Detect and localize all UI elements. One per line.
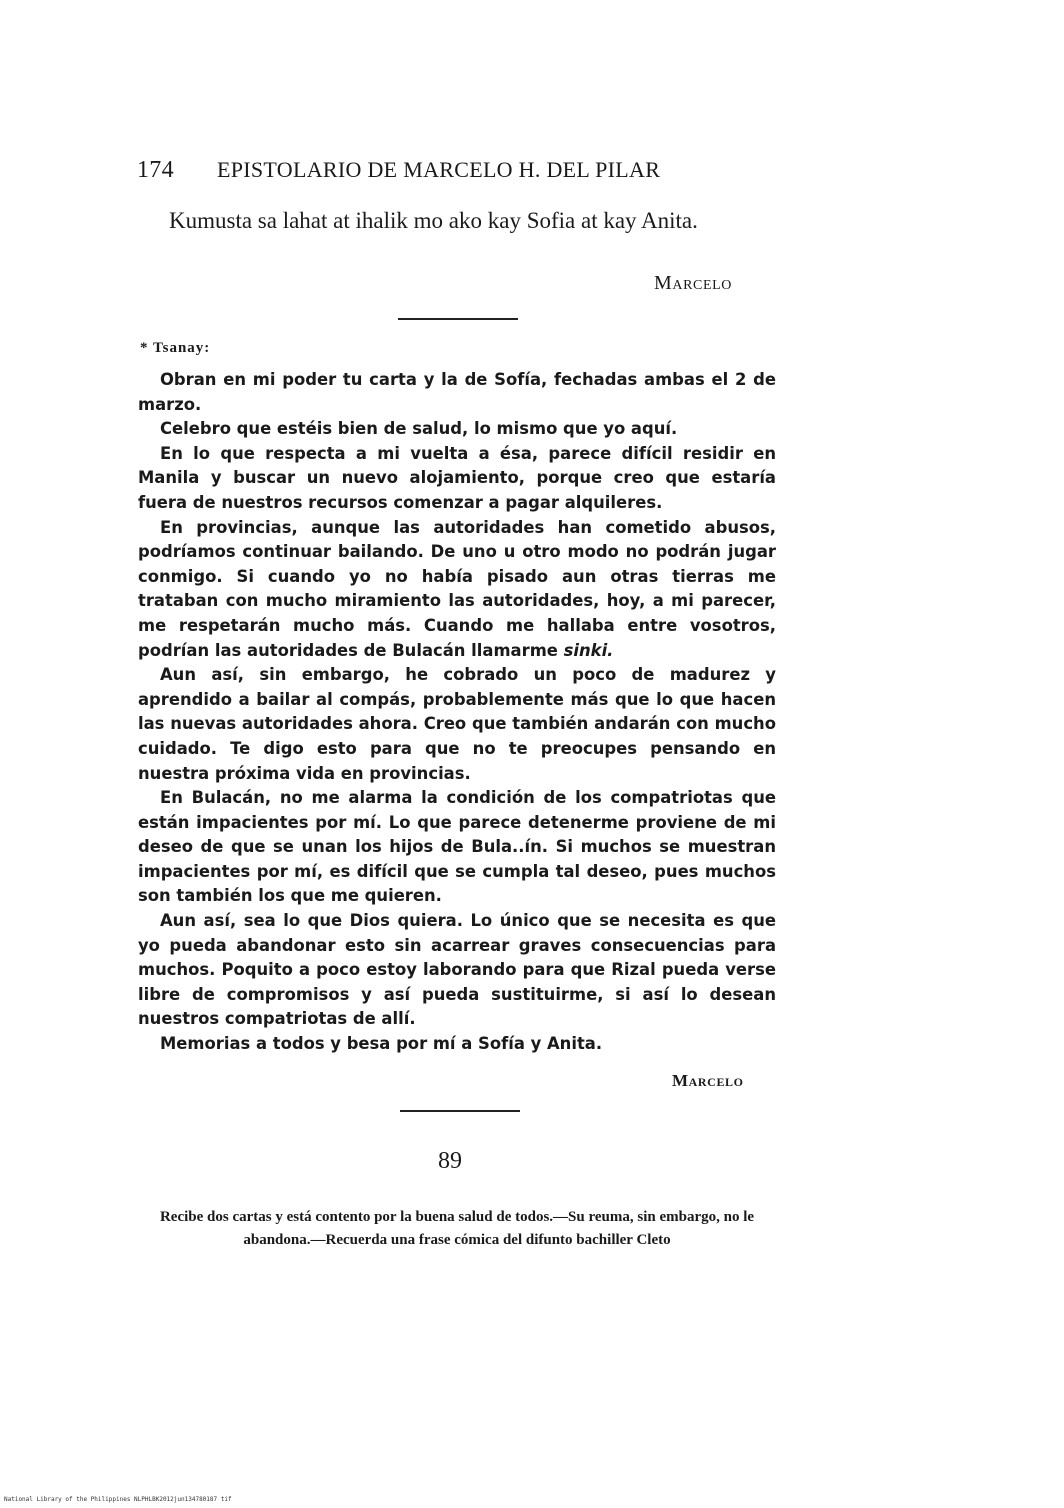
paragraph-text: En provincias, aunque las autoridades han cometido abusos, podríamos continuar bailando. De uno u otro modo no podrán jugar conmigo. Si cuando yo no había pisado aun otras tierras me trataban con mucho miramiento las autoridades, hoy, a mi parecer, me respetarán mucho más. Cuando me hallaba entre vosotros, podrían las autoridades de Bulacán llamarme [138,517,776,660]
letter-paragraph: Celebro que estéis bien de salud, lo mismo que yo aquí. [160,419,678,439]
closing-greeting: Kumusta sa lahat at ihalik mo ako kay Sofia at kay Anita. [169,208,698,233]
letter-paragraph [138,516,776,664]
running-title: EPISTOLARIO DE MARCELO H. DEL PILAR [217,157,661,182]
emphasis-word: sinki. [563,640,614,660]
signature-second: Marcelo [672,1071,744,1090]
letter-body [138,368,776,1057]
running-head [137,157,777,184]
next-letter-summary: Recibe dos cartas y está contento por la buena salud de todos.—Su reuma, sin embargo, no le abandona.—Recuerda una frase cómica del difunto bachiller Cleto [159,1209,755,1248]
letter-paragraph: En Bulacán, no me alarma la condición de los compatriotas que están impacientes por mí. Lo que parece detenerme proviene de mi deseo de que se unan los hijos de Bula..ín. Si muchos se muestran impacientes por mí, es difícil que se cumpla tal deseo, pues muchos son también los que me quieren. [138,788,776,906]
letter-paragraph: Aun así, sea lo que Dios quiera. Lo único que se necesita es que yo pueda abandonar esto sin acarrear graves consecuencias para muchos. Poquito a poco estoy laborando para que Rizal pueda verse libre de compromisos y así pueda sustituirme, si así lo desean nuestros compatriotas de allí. [138,911,776,1029]
page-number: 174 [137,157,174,183]
section-divider [398,318,518,320]
next-letter-number: 89 [438,1148,462,1174]
scan-footer: National Library of the Philippines NLPHLBK2012jun134780187 tif [4,1496,232,1503]
letter-paragraph: Aun así, sin embargo, he cobrado un poco de madurez y aprendido a bailar al compás, probablemente más que lo que hacen las nuevas autoridades ahora. Creo que también andarán con mucho cuidado. Te digo esto para que no te preocupes pensando en nuestra próxima vida en provincias. [138,665,776,783]
signature-first: Marcelo [654,272,732,294]
letter-paragraph: Obran en mi poder tu carta y la de Sofía, fechadas ambas el 2 de marzo. [138,370,776,414]
section-divider [400,1110,520,1112]
letter-paragraph: Memorias a todos y besa por mí a Sofía y Anita. [160,1034,603,1054]
letter-salutation: * Tsanay: [140,340,211,356]
letter-paragraph: En lo que respecta a mi vuelta a ésa, parece difícil residir en Manila y buscar un nuevo alojamiento, porque creo que estaría fuera de nuestros recursos comenzar a pagar alquileres. [138,443,776,512]
